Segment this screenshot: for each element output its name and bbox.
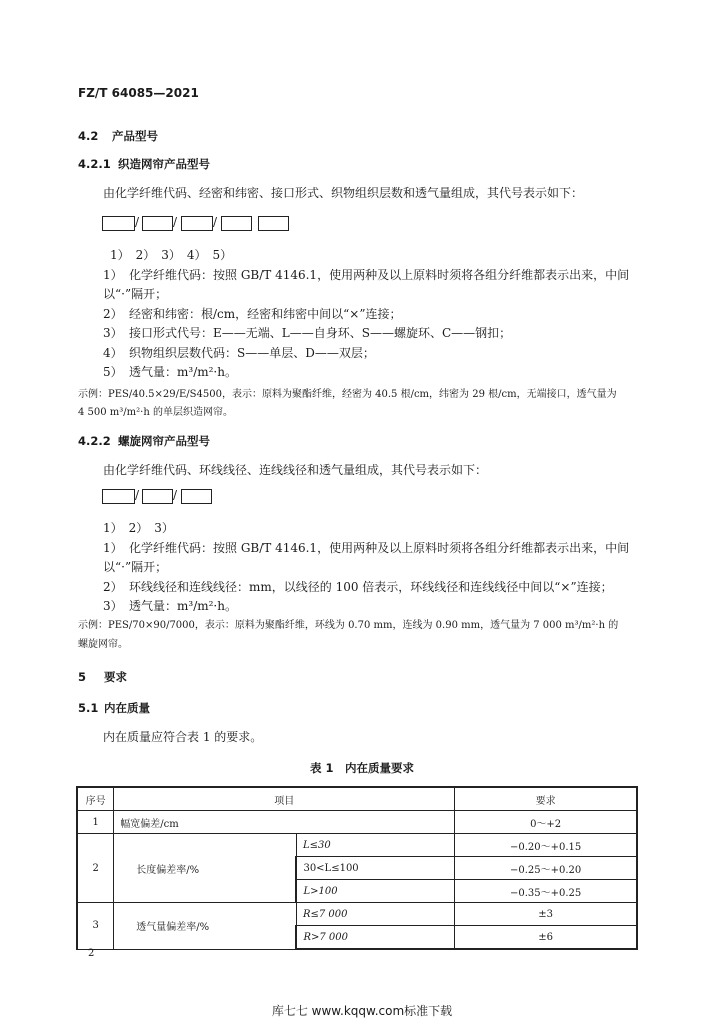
woven-item-1-cont [103, 285, 167, 302]
item-text: 环线线径和连线线径：mm，以线径的 100 倍表示，环线线径和连线线径中间以“×”连接； [129, 580, 613, 594]
woven-item-2 [103, 305, 401, 322]
cell-condition: R>7 000 [296, 926, 454, 950]
code-box [142, 216, 173, 231]
spiral-item-3 [103, 597, 237, 614]
section-5-heading [78, 669, 127, 685]
item-text: 以“·”隔开； [103, 560, 168, 574]
section-title: 织造网帘产品型号 [118, 157, 210, 171]
item-number: 1） [103, 541, 123, 555]
cell-condition: 30<L≤100 [296, 857, 454, 880]
cell-condition: L≤30 [296, 834, 454, 857]
cell-condition: L>100 [296, 880, 454, 903]
woven-example-line-1: 示例：PES/40.5×29/E/S4500，表示：原料为聚酯纤维，经密为 40.5 根/cm，纬密为 29 根/cm，无端接口，透气量为 [78, 389, 617, 400]
section-4-2-1-heading [78, 156, 210, 172]
cell-requirement: 0～+2 [455, 811, 637, 834]
table-row [77, 811, 637, 834]
cell-seq: 2 [77, 834, 114, 903]
item-text: 以“·”隔开； [103, 287, 168, 301]
cell-seq: 1 [77, 811, 114, 834]
page-number: 2 [88, 948, 95, 959]
table-row [77, 834, 637, 857]
section-number: 5 [78, 670, 87, 684]
cell-item: 长度偏差率/% [114, 834, 297, 903]
spiral-item-2 [103, 578, 613, 595]
woven-item-3 [103, 324, 511, 341]
footer-watermark[interactable]: 库七七 www.kqqw.com标准下载 [271, 1004, 453, 1018]
item-number: 5） [103, 365, 123, 379]
code-box [181, 489, 212, 504]
code-box [102, 216, 135, 231]
item-text: 接口形式代号：E——无端、L——自身环、S——螺旋环、C——钢扣； [129, 326, 512, 340]
code-box [221, 216, 252, 231]
cell-requirement: −0.20～+0.15 [455, 834, 637, 857]
code-box [142, 489, 173, 504]
section-title: 产品型号 [112, 129, 158, 143]
woven-example-line-2: 4 500 m³/m²·h 的单层织造网帘。 [78, 407, 233, 418]
item-number: 1） [103, 268, 123, 282]
header-requirement: 要求 [455, 787, 637, 811]
slash-separator: / [173, 488, 178, 502]
cell-requirement: −0.25～+0.20 [455, 857, 637, 880]
section-number: 5.1 [78, 701, 99, 715]
woven-intro: 由化学纤维代码、经密和纬密、接口形式、织物组织层数和透气量组成，其代号表示如下： [103, 186, 584, 200]
spiral-example-line-2: 螺旋网帘。 [78, 639, 128, 650]
cell-seq: 3 [77, 903, 114, 950]
quality-requirements-table [76, 786, 638, 950]
woven-item-1 [103, 266, 629, 283]
spiral-item-1 [103, 539, 629, 556]
code-box [258, 216, 289, 231]
spiral-intro: 由化学纤维代码、环线线径、连线线径和透气量组成，其代号表示如下： [103, 463, 488, 477]
slash-separator: / [213, 215, 218, 229]
item-text: 透气量：m³/m²·h。 [129, 599, 237, 613]
section-number: 4.2.2 [78, 434, 111, 448]
cell-requirement: −0.35～+0.25 [455, 880, 637, 903]
item-number: 4） [103, 346, 123, 360]
table-row [77, 903, 637, 926]
header-seq: 序号 [77, 787, 114, 811]
section-5-1-intro: 内在质量应符合表 1 的要求。 [103, 730, 263, 744]
cell-requirement: ±6 [455, 926, 637, 950]
standard-number: FZ/T 64085—2021 [78, 86, 199, 100]
section-title: 螺旋网帘产品型号 [118, 434, 210, 448]
woven-item-5 [103, 363, 237, 380]
item-text: 经密和纬密：根/cm，经密和纬密中间以“×”连接； [129, 307, 402, 321]
code-box [181, 216, 213, 231]
section-number: 4.2.1 [78, 157, 111, 171]
table-caption: 表 1 内在质量要求 [309, 761, 414, 775]
section-4-2-2-heading [78, 433, 210, 449]
spiral-box-labels: 1） 2） 3） [103, 521, 174, 535]
spiral-example-line-1: 示例：PES/70×90/7000，表示：原料为聚酯纤维，环线为 0.70 mm，连线为 0.90 mm，透气量为 7 000 m³/m²·h 的 [78, 620, 619, 631]
cell-requirement: ±3 [455, 903, 637, 926]
section-title: 内在质量 [104, 701, 150, 715]
cell-item: 透气量偏差率/% [114, 903, 297, 950]
slash-separator: / [173, 215, 178, 229]
item-number: 3） [103, 599, 123, 613]
item-text: 化学纤维代码：按照 GB/T 4146.1，使用两种及以上原料时须将各组分纤维都表示出来，中间 [129, 541, 630, 555]
item-text: 透气量：m³/m²·h。 [129, 365, 237, 379]
woven-box-labels: 1） 2） 3） 4） 5） [110, 248, 233, 262]
header-item: 项目 [114, 787, 455, 811]
item-number: 3） [103, 326, 123, 340]
section-title: 要求 [104, 670, 127, 684]
table-header-row [77, 787, 637, 811]
item-number: 2） [103, 307, 123, 321]
item-number: 2） [103, 580, 123, 594]
woven-item-4 [103, 344, 375, 361]
item-text: 织物组织层数代码：S——单层、D——双层； [129, 346, 375, 360]
spiral-item-1-cont [103, 558, 167, 575]
slash-separator: / [135, 488, 140, 502]
section-5-1-heading [78, 700, 150, 716]
cell-condition: R≤7 000 [296, 903, 454, 926]
section-number: 4.2 [78, 129, 99, 143]
item-text: 化学纤维代码：按照 GB/T 4146.1，使用两种及以上原料时须将各组分纤维都表示出来，中间 [129, 268, 630, 282]
cell-item: 幅宽偏差/cm [114, 811, 455, 834]
section-4-2-heading [78, 128, 158, 144]
code-box [102, 489, 135, 504]
slash-separator: / [135, 215, 140, 229]
